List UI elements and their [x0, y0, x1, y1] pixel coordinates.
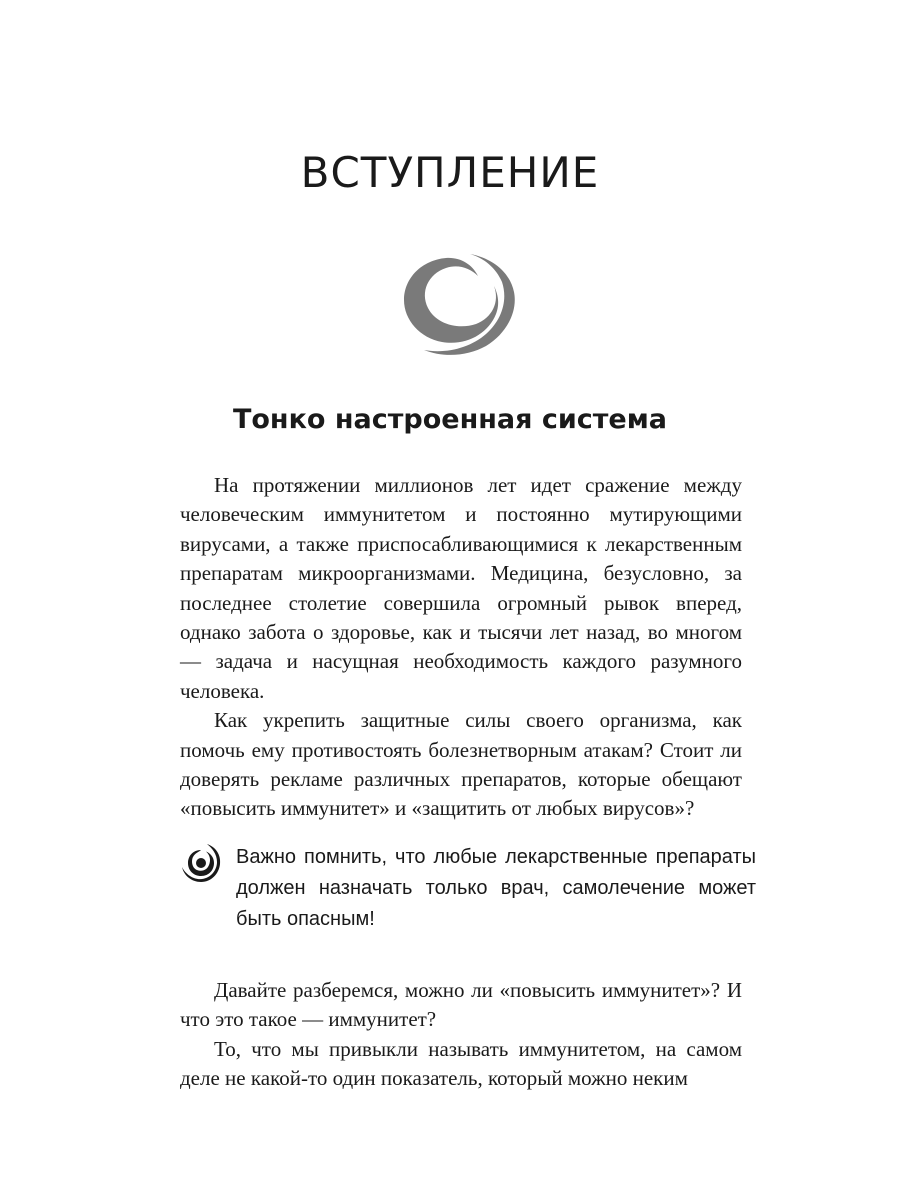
warning-note — [180, 842, 760, 942]
note-text: Важно помнить, что любые лекарственные препараты должен назначать только врач, самолечение может быть опасным! — [236, 846, 756, 930]
paragraph: Давайте разберемся, можно ли «повысить иммунитет»? И что это такое — иммунитет? — [180, 978, 742, 1032]
paragraph: На протяжении миллионов лет идет сражение между человеческим иммунитетом и постоянно мутирующими вирусами, а также приспосабливающимися к лекарственным препаратам микроорганизмами. Медицина, безусловно, за последнее столетие совершила огромный рывок вперед, однако забота о здоровье, как и тысячи лет назад, во многом — задача и насущная необходимость каждого разумного человека. — [180, 473, 742, 703]
paragraph: То, что мы привыкли называть иммунитетом, на самом деле не какой-то один показатель, который можно неким — [180, 1036, 742, 1091]
chapter-title: ВСТУПЛЕНИЕ — [300, 148, 600, 197]
swirl-logo-icon — [400, 250, 522, 358]
intro-text — [180, 471, 742, 824]
section-title: Тонко настроенная система — [232, 404, 668, 435]
body-text — [180, 976, 742, 1094]
paragraph: Как укрепить защитные силы своего организма, как помочь ему противостоять болезнетворным атакам? Стоит ли доверять рекламе различных препаратов, которые обещают «повысить иммунитет» и «защитить от любых вирусов»? — [180, 708, 742, 821]
target-swirl-icon — [180, 842, 222, 884]
